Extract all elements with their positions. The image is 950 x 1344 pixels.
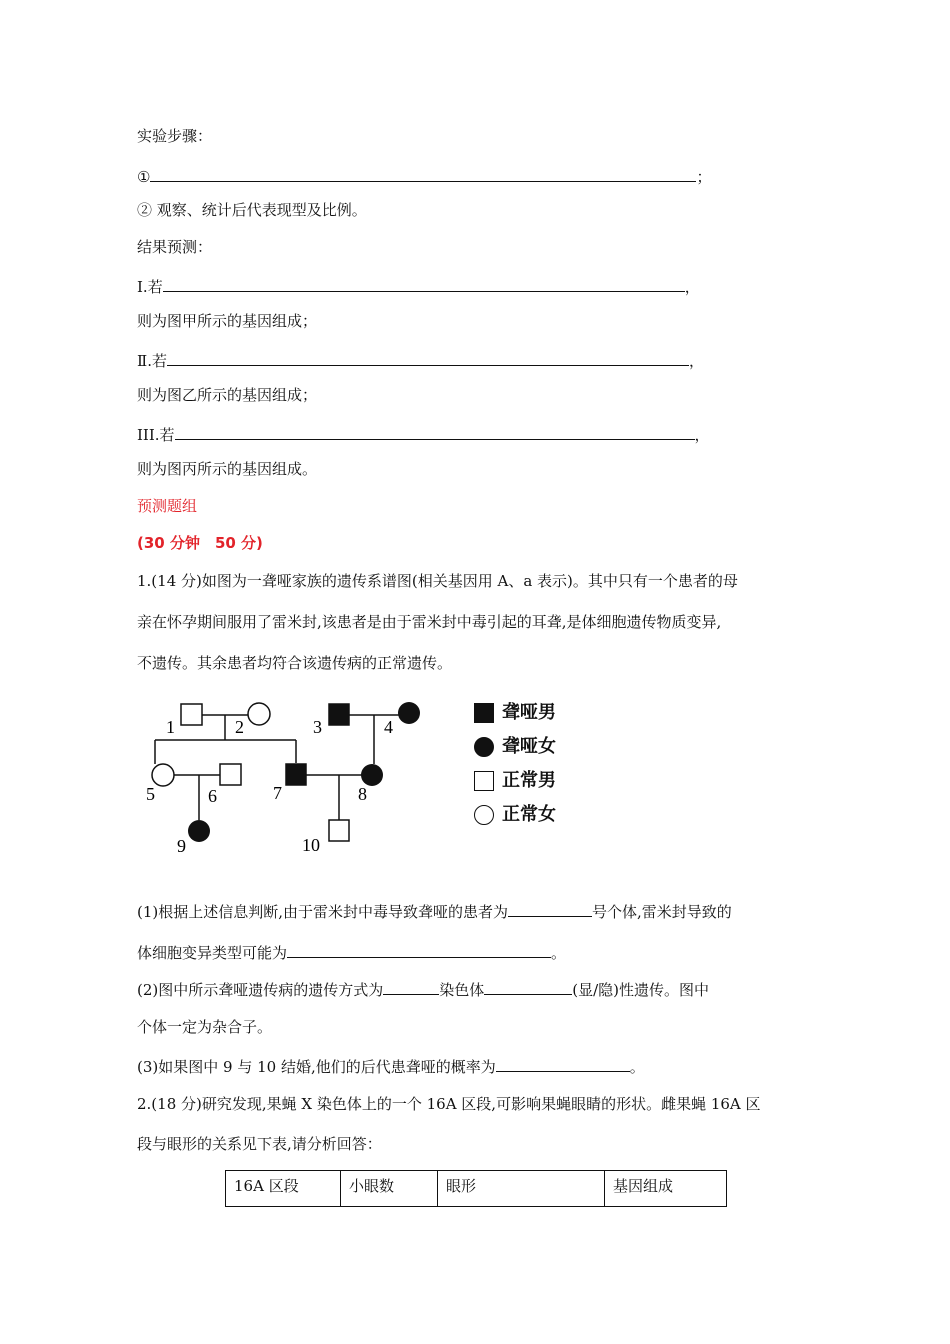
q1-sub2-line1: (2)图中所示聋哑遗传病的遗传方式为 染色体 (显/隐)性遗传。图中 <box>137 977 709 1000</box>
result3: III.若 ， <box>137 422 710 445</box>
q1-sub1-line1: (1)根据上述信息判断,由于雷米封中毒导致聋哑的患者为 号个体,雷米封导致的 <box>137 899 732 922</box>
result1: Ⅰ.若 ， <box>137 274 700 297</box>
q1-line1: 1.(14 分)如图为一聋哑家族的遗传系谱图(相关基因用 A、a 表示)。其中只有一个患者的母 <box>137 572 738 590</box>
pedigree-chart <box>130 692 430 862</box>
step2: ② 观察、统计后代表现型及比例。 <box>137 201 367 219</box>
table-header-cell: 16A 区段 <box>226 1171 341 1207</box>
label-2: 2 <box>235 717 244 737</box>
q1-sub3: (3)如果图中 9 与 10 结婚,他们的后代患聋哑的概率为 。 <box>137 1054 645 1077</box>
empty-circle-icon <box>474 805 494 825</box>
step1: ① ； <box>137 164 711 187</box>
sub1-blank-1[interactable] <box>508 899 592 917</box>
result2-blank[interactable] <box>167 348 689 366</box>
q1-sub2-line2: 个体一定为杂合子。 <box>137 1018 273 1036</box>
table-header-row <box>226 1171 727 1207</box>
filled-circle-icon <box>474 737 494 757</box>
label-9: 9 <box>177 836 186 856</box>
table-header-cell: 眼形 <box>438 1171 605 1207</box>
q1-sub1-line2: 体细胞变异类型可能为 。 <box>137 940 566 963</box>
individual-2-normal-female <box>248 703 270 725</box>
label-4: 4 <box>384 717 393 737</box>
legend-affected-male: 聋哑男 <box>474 702 556 724</box>
section-time: (30 分钟 50 分) <box>137 534 263 552</box>
sub2-blank-1[interactable] <box>383 977 439 995</box>
label-5: 5 <box>146 784 155 804</box>
result1-blank[interactable] <box>163 274 685 292</box>
empty-square-icon <box>474 771 494 791</box>
q2-line1: 2.(18 分)研究发现,果蝇 X 染色体上的一个 16A 区段,可影响果蝇眼睛的形状。雌果蝇 16A 区 <box>137 1095 761 1113</box>
individual-3-affected-male <box>329 704 349 725</box>
result3-conclusion: 则为图丙所示的基因组成。 <box>137 460 318 478</box>
label-10: 10 <box>302 835 320 855</box>
table-header-cell: 小眼数 <box>341 1171 438 1207</box>
result3-blank[interactable] <box>175 422 695 440</box>
label-3: 3 <box>313 717 322 737</box>
individual-1-normal-male <box>181 704 202 725</box>
label-1: 1 <box>166 717 175 737</box>
table-header-cell: 基因组成 <box>605 1171 727 1207</box>
legend-normal-male: 正常男 <box>474 770 556 792</box>
individual-5-normal-female <box>152 764 174 786</box>
individual-7-affected-male <box>286 764 306 785</box>
individual-8-affected-female <box>361 764 383 786</box>
label-6: 6 <box>208 786 217 806</box>
sub3-blank[interactable] <box>496 1054 630 1072</box>
filled-square-icon <box>474 703 494 723</box>
individual-6-normal-male <box>220 764 241 785</box>
result2-conclusion: 则为图乙所示的基因组成； <box>137 386 318 404</box>
q1-line2: 亲在怀孕期间服用了雷米封,该患者是由于雷米封中毒引起的耳聋,是体细胞遗传物质变异, <box>137 613 722 631</box>
sub1-blank-2[interactable] <box>287 940 551 958</box>
label-7: 7 <box>273 783 282 803</box>
section-title: 预测题组 <box>137 497 198 515</box>
step1-blank[interactable] <box>150 164 696 182</box>
q1-line3: 不遗传。其余患者均符合该遗传病的正常遗传。 <box>137 654 453 672</box>
results-title: 结果预测： <box>137 238 213 256</box>
sub2-blank-2[interactable] <box>484 977 572 995</box>
individual-9-affected-female <box>188 820 210 842</box>
individual-10-normal-male <box>329 820 349 841</box>
steps-title: 实验步骤： <box>137 127 213 145</box>
result1-conclusion: 则为图甲所示的基因组成； <box>137 312 318 330</box>
eye-shape-table <box>225 1170 727 1207</box>
q2-line2: 段与眼形的关系见下表,请分析回答： <box>137 1135 382 1153</box>
label-8: 8 <box>358 784 367 804</box>
legend-affected-female: 聋哑女 <box>474 736 556 758</box>
result2: Ⅱ.若 ， <box>137 348 704 371</box>
individual-4-affected-female <box>398 702 420 724</box>
legend-normal-female: 正常女 <box>474 804 556 826</box>
